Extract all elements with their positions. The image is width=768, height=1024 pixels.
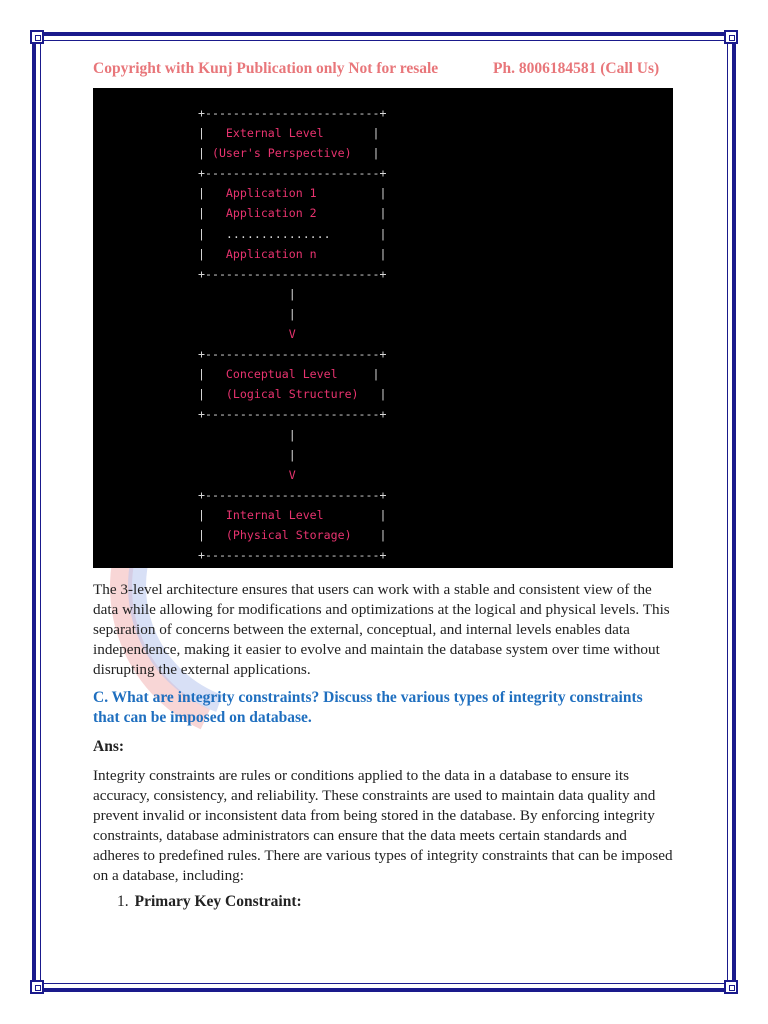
diagram-border: +-------------------------+ xyxy=(198,166,387,181)
arrow-shaft: | xyxy=(288,306,296,321)
conceptual-level-label: Conceptual Level xyxy=(225,367,338,382)
arrow-shaft: | xyxy=(288,427,296,442)
architecture-diagram xyxy=(93,88,673,568)
list-item-number: 1. xyxy=(117,893,129,910)
integrity-constraints-paragraph: Integrity constraints are rules or conditions applied to the data in a database to ensure its accuracy, consistency, and reliability. These constraints are used to maintain data quality and prevent invalid or inconsistent data from being stored in the database. By enforcing integrity constraints, database administrators can ensure that the data meets certain standards and adheres to predefined rules. There are various types of integrity constraints that can be imposed on a database, including: xyxy=(93,767,673,884)
application-2-label: Application 2 xyxy=(225,206,317,221)
list-item xyxy=(117,893,302,911)
external-level-subtitle: (User's Perspective) xyxy=(211,146,352,161)
border-corner-ornament xyxy=(724,30,738,44)
list-item-title: Primary Key Constraint: xyxy=(134,893,302,910)
border-corner-ornament xyxy=(30,980,44,994)
diagram-border: +-------------------------+ xyxy=(198,347,387,362)
diagram-border: +-------------------------+ xyxy=(198,266,387,281)
arrow-shaft: | xyxy=(288,447,296,462)
architecture-summary-paragraph: The 3-level architecture ensures that users can work with a stable and consistent view of the data while allowing for modifications and optimizations at the logical and physical levels. This separation of concerns between the external, conceptual, and internal levels enables data independence, making it easier to evolve and maintain the database system over time without disrupting the external applications. xyxy=(93,581,670,678)
page-header xyxy=(93,60,683,78)
border-corner-ornament xyxy=(30,30,44,44)
internal-level-subtitle: (Physical Storage) xyxy=(225,527,352,542)
diagram-border: +-------------------------+ xyxy=(198,106,387,120)
arrow-head: V xyxy=(288,467,296,482)
question-heading: C. What are integrity constraints? Discuss the various types of integrity constraints that can be imposed on database. xyxy=(93,689,643,726)
contact-phone: Ph. 8006184581 (Call Us) xyxy=(493,60,660,77)
conceptual-level-subtitle: (Logical Structure) xyxy=(225,387,359,402)
diagram-border: +-------------------------+ xyxy=(198,407,387,422)
application-1-label: Application 1 xyxy=(225,186,317,201)
answer-label: Ans: xyxy=(93,738,125,755)
external-level-label: External Level xyxy=(225,126,324,141)
application-n-label: Application n xyxy=(225,246,317,261)
diagram-text: +-------------------------+ | External Level | | (User's Perspective) | +-------------------------+ | Application 1 | | Application 2 | | ............... | | Application n | +-------------------------+ | | V +-------------------------+ | Conceptual Level | | (Logical Structure) | +-------------------------+ | | V +-------------------------+ | Internal Level | | (Physical Storage) | +-------------------------+ xyxy=(198,106,387,563)
arrow-shaft: | xyxy=(288,286,296,301)
arrow-head: V xyxy=(288,327,296,342)
border-corner-ornament xyxy=(724,980,738,994)
diagram-border: +-------------------------+ xyxy=(198,487,387,502)
copyright-notice: Copyright with Kunj Publication only Not for resale xyxy=(93,60,439,77)
application-ellipsis: ............... xyxy=(225,226,331,241)
diagram-border: +-------------------------+ xyxy=(198,548,387,563)
internal-level-label: Internal Level xyxy=(225,507,324,522)
